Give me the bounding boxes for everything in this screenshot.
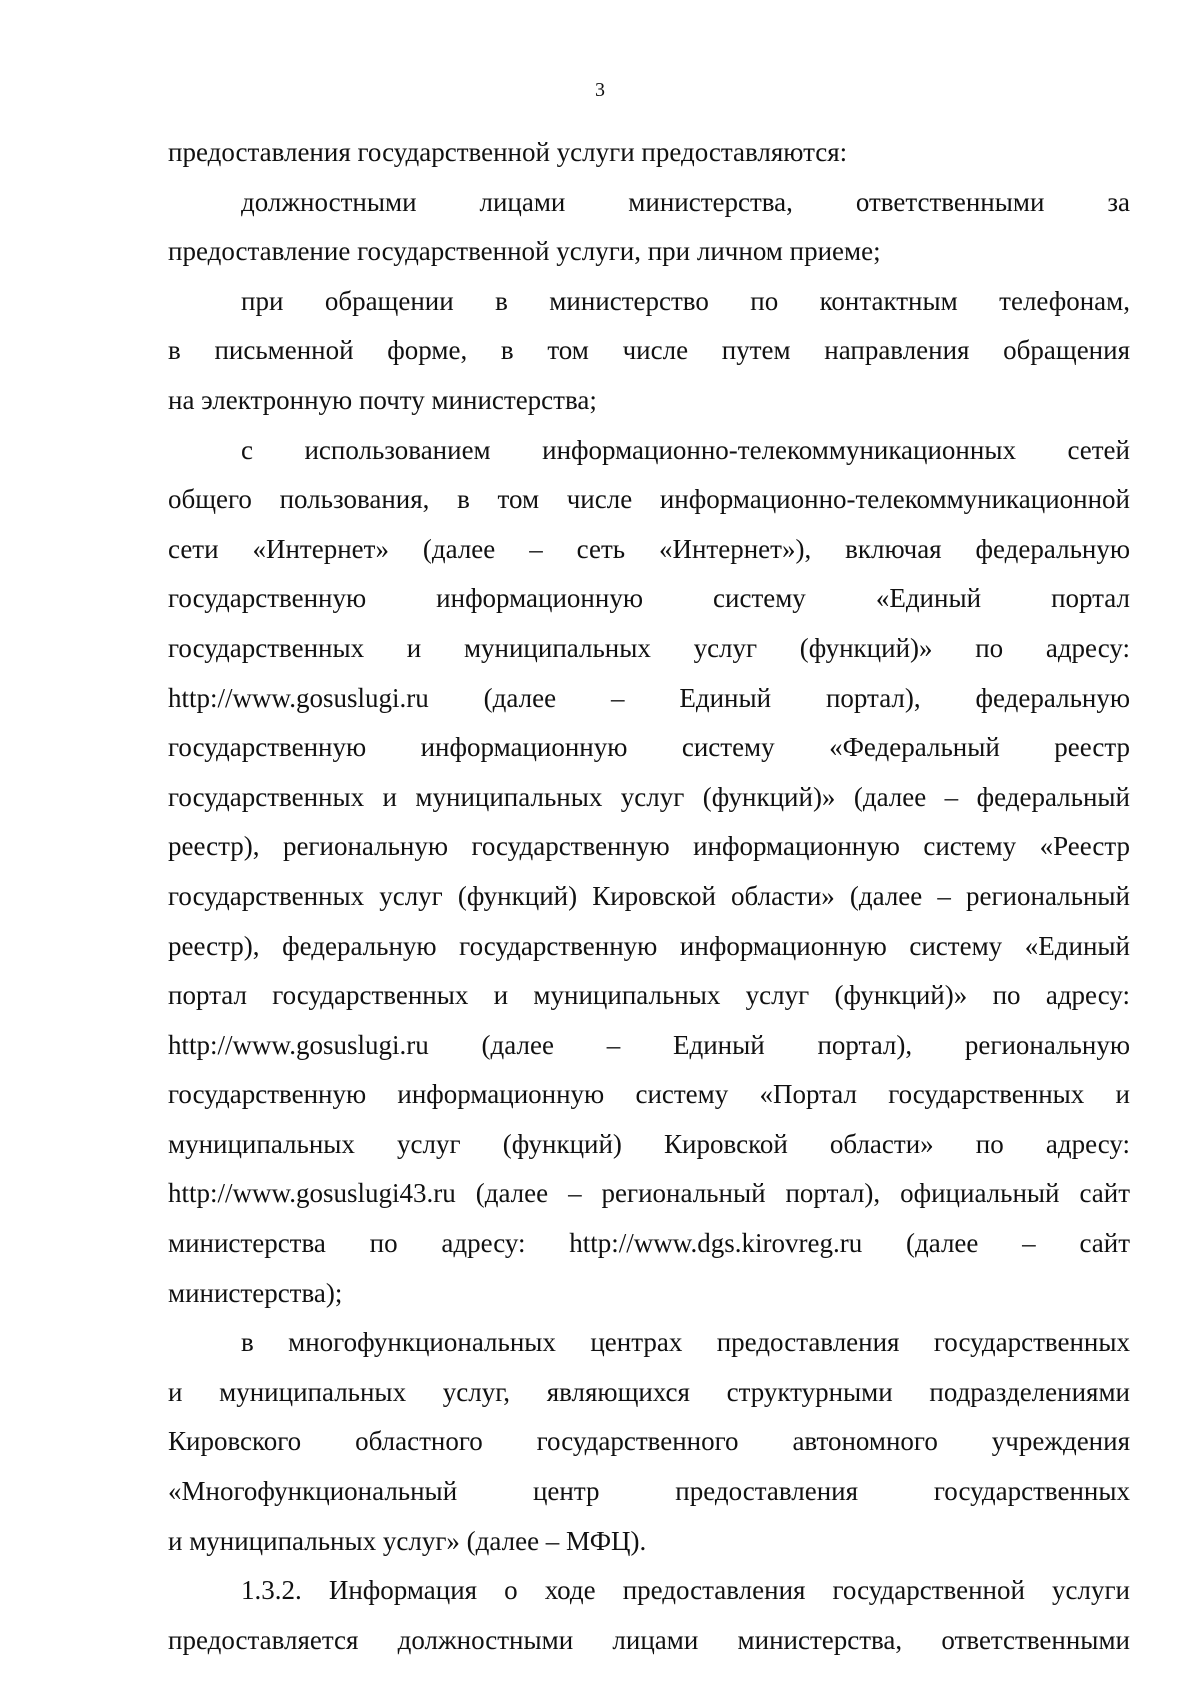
page-number: 3	[595, 79, 605, 101]
text-line: государственную информационную систему «Портал государственных и	[168, 1079, 1130, 1110]
text-line: государственных услуг (функций) Кировской области» (далее – региональный	[168, 880, 1130, 911]
text-line: муниципальных услуг (функций) Кировской области» по адресу:	[168, 1128, 1130, 1159]
text-line: реестр), федеральную государственную информационную систему «Единый	[168, 930, 1130, 961]
text-line: http://www.gosuslugi43.ru (далее – региональный портал), официальный сайт	[168, 1178, 1130, 1209]
text-line: реестр), региональную государственную информационную систему «Реестр	[168, 831, 1130, 862]
text-line: министерства по адресу: http://www.dgs.kirovreg.ru (далее – сайт	[168, 1228, 1130, 1259]
text-line: Кировского областного государственного автономного учреждения	[168, 1426, 1130, 1457]
text-line: при обращении в министерство по контактным телефонам,	[241, 285, 1130, 316]
text-line: http://www.gosuslugi.ru (далее – Единый портал), федеральную	[168, 682, 1130, 713]
text-line: государственную информационную систему «Федеральный реестр	[168, 732, 1130, 763]
text-line: портал государственных и муниципальных услуг (функций)» по адресу:	[168, 980, 1130, 1011]
text-line: общего пользования, в том числе информационно-телекоммуникационной	[168, 484, 1130, 515]
text-line: должностными лицами министерства, ответственными за	[241, 186, 1130, 217]
text-line: предоставляется должностными лицами министерства, ответственными	[168, 1624, 1130, 1655]
text-line: государственных и муниципальных услуг (функций)» по адресу:	[168, 632, 1130, 663]
text-line: «Многофункциональный центр предоставления государственных	[168, 1476, 1130, 1507]
text-line: сети «Интернет» (далее – сеть «Интернет»), включая федеральную	[168, 533, 1130, 564]
text-line: на электронную почту министерства;	[168, 384, 597, 415]
text-line: в письменной форме, в том числе путем направления обращения	[168, 335, 1130, 366]
text-line: предоставления государственной услуги предоставляются:	[168, 137, 848, 167]
text-line: и муниципальных услуг» (далее – МФЦ).	[168, 1525, 647, 1556]
text-line: предоставление государственной услуги, при личном приеме;	[168, 236, 881, 267]
text-line: с использованием информационно-телекоммуникационных сетей	[241, 434, 1130, 465]
text-line: в многофункциональных центрах предоставления государственных	[241, 1327, 1130, 1358]
text-line: государственных и муниципальных услуг (функций)» (далее – федеральный	[168, 781, 1130, 812]
text-line: министерства);	[168, 1277, 343, 1308]
text-line: и муниципальных услуг, являющихся структурными подразделениями	[168, 1376, 1130, 1407]
text-line: 1.3.2. Информация о ходе предоставления государственной услуги	[241, 1575, 1130, 1606]
text-line: http://www.gosuslugi.ru (далее – Единый портал), региональную	[168, 1029, 1130, 1060]
text-line: государственную информационную систему «Единый портал	[168, 583, 1130, 614]
document-body	[168, 128, 1130, 1665]
